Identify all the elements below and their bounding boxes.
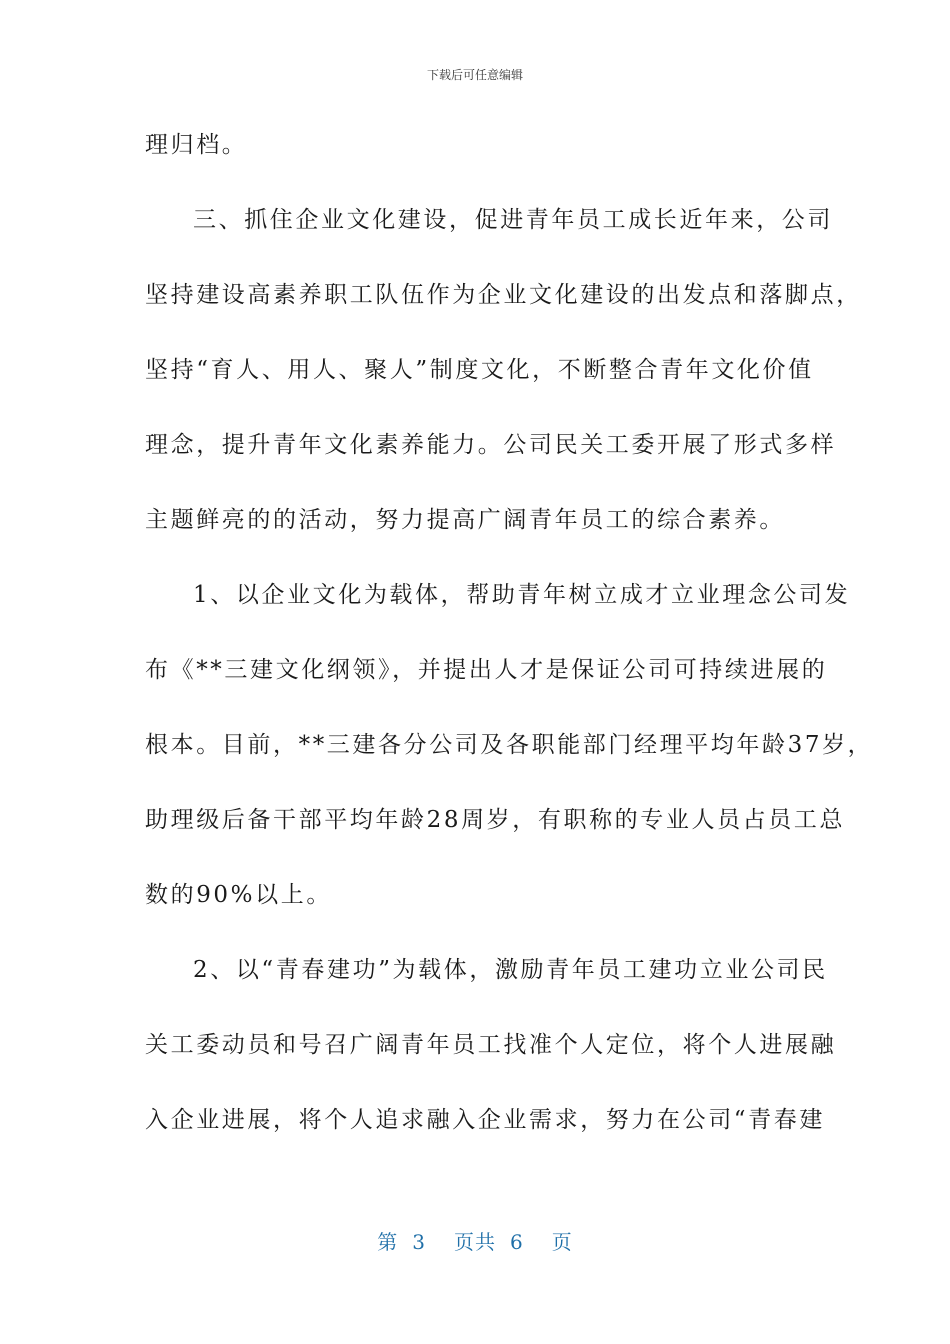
text-line: 数的90%以上。: [145, 882, 332, 908]
text-line: 1、以企业文化为载体，帮助青年树立成才立业理念公司发: [193, 582, 851, 608]
text-line: 根本。目前，**三建各分公司及各职能部门经理平均年龄37岁，: [145, 732, 874, 758]
text-line: 坚持“育人、用人、聚人”制度文化，不断整合青年文化价值: [145, 357, 814, 383]
page-prefix: 第: [377, 1230, 399, 1254]
text-line: 布《**三建文化纲领》，并提出人才是保证公司可持续进展的: [145, 657, 828, 683]
page-mid: 页共: [454, 1230, 496, 1254]
text-line: 入企业进展，将个人追求融入企业需求，努力在公司“青春建: [145, 1107, 825, 1133]
text-line: 2、以“青春建功”为载体，激励青年员工建功立业公司民: [193, 957, 828, 983]
text-line: 关工委动员和号召广阔青年员工找准个人定位，将个人进展融: [145, 1032, 837, 1058]
page-header: 下载后可任意编辑: [426, 68, 523, 82]
current-page-number: 3: [412, 1230, 426, 1254]
text-line: 助理级后备干部平均年龄28周岁，有职称的专业人员占员工总: [145, 807, 846, 833]
total-pages-number: 6: [510, 1230, 524, 1254]
text-line: 坚持建设高素养职工队伍作为企业文化建设的出发点和落脚点，: [145, 282, 862, 308]
text-line: 主题鲜亮的的活动，努力提高广阔青年员工的综合素养。: [145, 507, 785, 533]
page-suffix: 页: [551, 1230, 573, 1254]
text-line: 理念，提升青年文化素养能力。公司民关工委开展了形式多样: [145, 432, 837, 458]
page-footer: [0, 1226, 950, 1255]
text-line: 理归档。: [145, 132, 248, 158]
text-line: 三、抓住企业文化建设，促进青年员工成长近年来，公司: [193, 207, 833, 233]
